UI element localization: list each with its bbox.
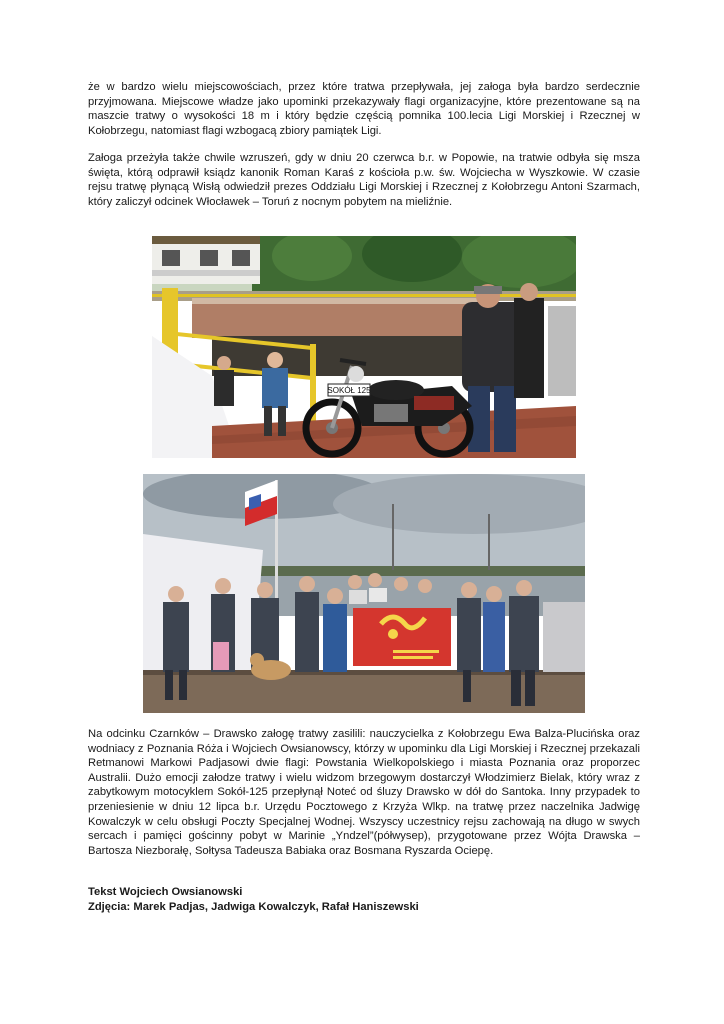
paragraph-intro: że w bardzo wielu miejscowościach, przez które tratwa przepływała, jej załoga była bardzo serdecznie przyjmowana. Miejscowe władze jako upominki przekazywały flagi organizacyjne, które prezentowane są na maszcie tratwy o wysokości 18 m i który będzie częścią pomnika 100.lecia Ligi Morskiej i Rzecznej w Kołobrzegu, natomiast flagi wzbogacą zbiory pamiątek Ligi. [88, 81, 640, 137]
license-plate-text: SOKÓŁ 125 [327, 386, 371, 395]
paragraph-mass: Załoga przeżyła także chwile wzruszeń, gdy w dniu 20 czerwca b.r. w Popowie, na tratwie odbyła się msza święta, którą odprawił ksiądz kanonik Roman Karaś z kościoła p.w. św. Wojciecha w Wyszkowie. W czasie rejsu tratwę płynącą Wisłą odwiedził prezes Oddziału Ligi Morskiej i Rzecznej z Kołobrzegu Antoni Szarmach, który zaliczył odcinek Włocławek – Toruń z nocnym pobytem na mieliźnie. [88, 152, 640, 208]
paragraph-crew: Na odcinku Czarnków – Drawsko załogę tratwy zasilili: nauczycielka z Kołobrzegu Ewa Balza-Plucińska oraz wodniacy z Poznania Róża i Wojciech Owsianowscy, którzy w upominku dla Ligi Morskiej i Rzecznej przekazali Retmanowi Markowi Padjasowi dwie flagi: Powstania Wielkopolskiego i miasta Poznania oraz proporzec Australii. Dużo emocji załodze tratwy i wielu widzom brzegowym dostarczył Włodzimierz Bielak, który wraz z zabytkowym motocyklem Sokół-125 przepłynął Noteć od śluzy Drawsko w dół do Santoka. Inny przypadek to przeniesienie w dniu 12 lipca b.r. Urzędu Pocztowego z Krzyża Wlkp. na tratwę przez naczelnika Jadwigę Kowalczyk w celu obsługi Poczty Specjalnej Wodnej. Wszyscy uczestnicy rejsu zachowają na długo w swych sercach i pamięci gościnny pobyt w Marinie „Yndzel”(półwysep), przygotowane przez Wójta Drawska – Bartosza Niezborałę, Sołtysa Tadeusza Babiaka oraz Bosmana Ryszarda Ociepę. [88, 728, 640, 857]
credit-photographers: Zdjęcia: Marek Padjas, Jadwiga Kowalczyk, Rafał Haniszewski [88, 901, 419, 913]
photo-group-on-raft [143, 474, 585, 713]
credit-author: Tekst Wojciech Owsianowski [88, 886, 243, 898]
photo-motorcycle-on-raft [152, 236, 576, 458]
